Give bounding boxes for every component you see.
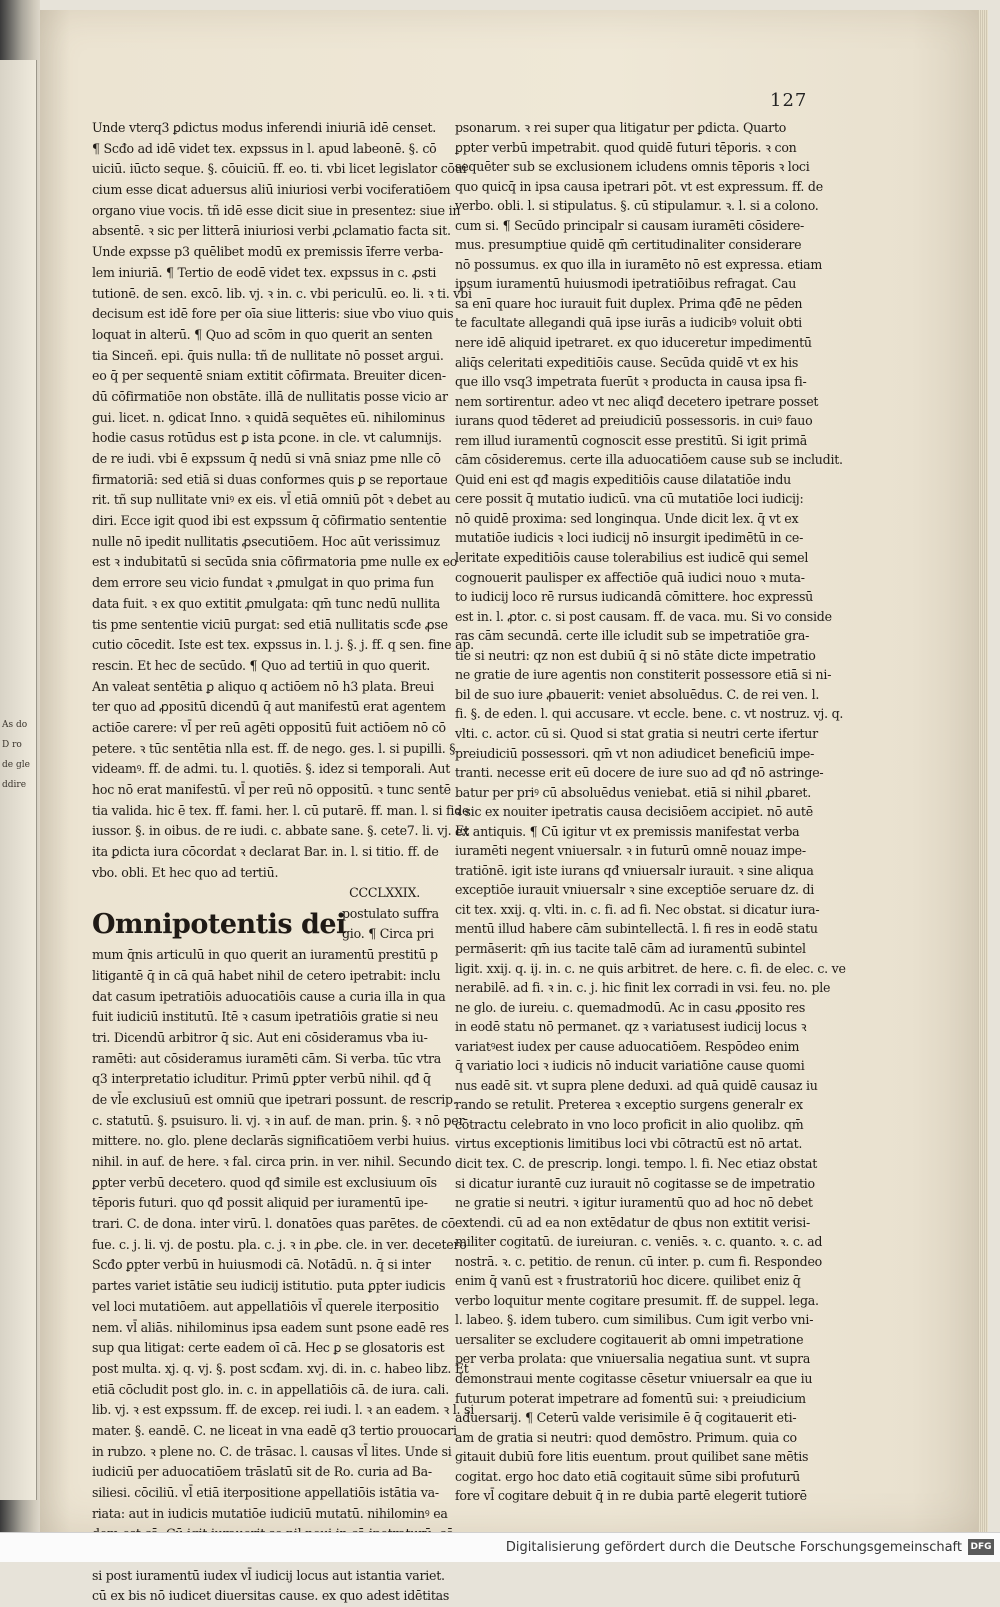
text-line: rem illud iuramentū cognoscit esse prestitū. Si igit primā [455,432,808,448]
text-line: futurum poterat impetrare ad fomentū sui: ꝛ preiudicium [455,1390,806,1406]
text-line: Quid eni est qđ magis expeditiōis cause dilatatiōe indu [455,471,792,487]
text-line: cū ex bis nō iudicet diuersitas cause. ex quo adest idētitas [92,1588,450,1604]
text-line: fore vl̄ cogitare debuit q̄ in re dubia partē elegerit tutiorē [455,1488,807,1504]
text-line: c. statutū. §. psuisuro. li. vj. ꝛ in auf. de man. prin. §. ꝛ nō per [92,1112,465,1128]
text-line: absentē. ꝛ sic per litterā iniuriosi verbi ꝓclamatio facta sit. [92,223,451,239]
text-line: dat casum ipetratiōis aduocatiōis cause a curia illa in qua [92,988,446,1004]
text-line: per verba prolata: que vniuersalia negatiua sunt. vt supra [455,1351,811,1367]
text-line: bil de suo iure ꝓbauerit: veniet absoluēdus. C. de rei ven. l. [455,686,820,702]
left-column [92,118,475,1607]
text-line: uersaliter se excludere cogitauerit ab omni impetratione [455,1331,804,1347]
text-line: riata: aut in iudicis mutatiōe iudiciū mutatū. nihilominꝰ ea [92,1505,448,1521]
text-line: cōtractu celebrato in vno loco proficit in alio quolibz. qm̄ [455,1116,804,1132]
text-line: tia valida. hic ē tex. ff. fami. her. l. cū putarē. ff. man. l. si fide [92,802,470,818]
text-line: nere idē aliquid ipetraret. ex quo iduceretur impedimentū [455,335,812,351]
text-line: lem iniuriā. ¶ Tertio de eodē videt tex. expssus in c. ꝓsti [92,264,437,280]
text-line: cognouerit paulisper ex affectiōe quā iudici nouo ꝛ muta- [455,569,805,585]
text-line: in eodē statu nō permanet. qz ꝛ variatusest iudicij locus ꝛ [455,1019,807,1035]
text-line: decisum est idē fore per oīa siue litteris: siue vbo viuo quis [92,306,454,322]
text-line: mittere. no. glo. plene declarās significatiōem verbi huius. [92,1133,450,1149]
folio-number: 127 [770,90,808,111]
right-column [455,118,846,1506]
text-line: lib. vj. ꝛ est expssum. ff. de excep. rei iudi. l. ꝛ an eadem. ꝛ l. si [92,1402,475,1418]
text-line: vbo. obli. Et hec quo ad tertiū. [92,864,279,880]
text-line: dicit tex. C. de prescrip. longi. tempo. l. fi. Nec etiaz obstat [455,1155,818,1171]
text-line: cere possit q̄ mutatio iudicū. vna cū mutatiōe loci iudicij: [455,491,804,507]
text-line: extendi. cū ad ea non extēdatur de qbus non extitit verisi- [455,1214,811,1230]
text-line: tia Sinceñ. epi. q̄uis nulla: tñ de nullitate nō posset argui. [92,347,444,363]
text-line: ¶ Scđo ad idē videt tex. expssus in l. apud labeonē. §. cō [92,140,437,156]
text-line: cit tex. xxij. q. vlti. in. c. fi. ad fi. Nec obstat. si dicatur iura- [455,901,820,917]
text-line: batur per priꝰ cū absoluēdus veniebat. etiā si nihil ꝓbaret. [455,784,811,800]
text-line: de re iudi. vbi ē expssum q̄ nedū si vnā sniaz pme nlle cō [92,451,441,466]
text-line: sequēter sub se exclusionem icludens omnis tēporis ꝛ loci [455,159,810,175]
text-line: sup qua litigat: certe eadem oī cā. Hec ꝑ se glosatoris est [92,1340,445,1356]
text-line: quo quicq̄ in ipsa causa ipetrari pōt. vt est expressum. ff. de [455,178,823,194]
text-line: rit. tñ sup nullitate vniꝰ ex eis. vl̄ etiā omniū pōt ꝛ debet au [92,492,451,508]
text-line: mater. §. eandē. C. ne liceat in vna eadē q3 tertio prouocari [92,1422,457,1438]
text-line: sa enī quare hoc iurauit fuit duplex. Prima qđē ne pēden [455,295,803,311]
text-line: in rubzo. ꝛ plene no. C. de trāsac. l. causas vl̄ lites. Unde si [92,1443,452,1459]
text-line: ne glo. de iureiu. c. quemadmodū. Ac in casu ꝓposito res [455,999,806,1015]
text-line: loquat in alterū. ¶ Quo ad scōm in quo querit an senten [92,326,433,342]
text-line: leritate expeditiōis cause tolerabilius est iudicē qui semel [455,550,809,566]
text-line: dū cōfirmatiōe non obstāte. illā de nullitatis posse vicio ar [92,388,448,404]
text-line: etiā cōcludit post glo. in. c. in appellatiōis cā. de iura. cali. [92,1381,449,1397]
text-line: tri. Dicendū arbitror q̄ sic. Aut eni cōsideramus vba iu- [92,1029,428,1045]
text-line: si post iuramentū iudex vl̄ iudicij locus aut istantia variet. [92,1567,445,1583]
text-line: demonstraui mente cogitasse cēsetur vniuersalr ea que iu [455,1371,813,1386]
text-line: litigantē q̄ in cā quā habet nihil de cetero ipetrabit: inclu [92,967,441,983]
text-line: preiudiciū possessori. qm̄ vt non adiudicet beneficiū impe- [455,745,815,761]
text-line: ꝑpter verbū impetrabit. quod quidē futuri tēporis. ꝛ con [455,139,797,155]
text-line: tratiōnē. igit iste iurans qđ vniuersalr iurauit. ꝛ sine aliqua [455,862,814,878]
text-line: mum q̄nis articulū in quo querit an iuramentū prestitū p [92,947,438,963]
text-line: variatꝰest iudex per cause aduocatiōem. Respōdeo enim [455,1038,800,1054]
text-line: ramēti: aut cōsideramus iuramēti cām. Si verba. tūc vtra [92,1050,442,1066]
prev-page-fragment: ddire [2,780,27,790]
text-line: vlti. c. actor. cū si. Quod si stat gratia si neutri certe ifertur [455,725,818,741]
text-line: An valeat sentētia ꝑ aliquo q actiōem nō h3 plata. Breui [92,678,434,694]
text-line: cum si. ¶ Secūdo principalr si causam iuramēti cōsidere- [455,217,805,233]
text-line: iuramēti negent vniuersalr. ꝛ in futurū omnē nouaz impe- [455,843,806,859]
text-line: nerabilē. ad fi. ꝛ in. c. j. hic finit lex corradi in vsi. feu. no. ple [455,980,831,996]
text-line: Scđo ꝑpter verbū in huiusmodi cā. Notādū. n. q̄ si inter [92,1257,431,1273]
text-line: iudiciū per aduocatiōem trāslatū sit de Ro. curia ad Ba- [92,1464,432,1480]
text-line: ꝛ sic ex nouiter ipetratis causa decisiōem accipiet. nō autē [455,804,813,820]
text-line: permāserit: qm̄ ius tacite talē cām ad iuramentū subintel [455,940,806,956]
prev-page-fragment: As do [2,720,28,730]
text-line: est ꝛ indubitatū si secūda snia cōfirmatoria pme nulle ex eo [92,554,458,570]
text-line: cām cōsideremus. certe illa aduocatiōem cause sub se includit. [455,452,843,468]
text-line: psonarum. ꝛ rei super qua litigatur per ꝑdicta. Quarto [455,120,787,135]
text-line: nus eadē sit. vt supra plene deduxi. ad quā quidē causaz iu [455,1077,818,1093]
text-line: uiciū. iūcto seque. §. cōuiciū. ff. eo. ti. vbi licet legislator cōui [92,161,467,177]
heading-suffix: gio. ¶ Circa pri [342,926,434,942]
text-line: hoc nō erat manifestū. vl̄ per reū nō oppositū. ꝛ tunc sentē [92,782,451,797]
text-line: exceptiōe iurauit vniuersalr ꝛ sine exceptiōe seruare dz. di [455,882,815,898]
prev-page-fragment: D ro [2,740,22,750]
text-line: hodie casus rotūdus est ꝑ ista ꝑcone. in cle. vt calumnijs. [92,430,442,446]
text-line: ex antiquis. ¶ Cū igitur vt ex premissis manifestat verba [455,823,800,839]
text-line: partes variet istātie seu iudicij istitutio. puta ꝑpter iudicis [92,1278,446,1294]
text-line: post multa. xj. q. vj. §. post scđam. xvj. di. in. c. habeo libz. Et [92,1360,469,1376]
text-line: petere. ꝛ tūc sentētia nlla est. ff. de nego. ges. l. si pupilli. §. [92,740,460,756]
text-line: tranti. necesse erit eū docere de iure suo ad qđ nō astringe- [455,765,824,781]
section-heading: Omnipotentis dei [92,909,346,941]
text-line: enim q̄ vanū est ꝛ frustratoriū hoc dicere. quilibet eniz q̄ [455,1273,801,1289]
text-line: militer cogitatū. de iureiuran. c. veniēs. ꝛ. c. quanto. ꝛ. c. ad [455,1234,823,1250]
text-line: q3 interpretatio icluditur. Primū ꝑpter verbū nihil. qđ q̄ [92,1071,431,1087]
text-line: actiōe carere: vl̄ per reū agēti oppositū fuit actiōem nō cō [92,719,446,735]
text-line: fue. c. j. li. vj. de postu. pla. c. j. ꝛ in ꝓbe. cle. in ver. decetero [92,1236,467,1252]
text-line: siliesi. cōciliū. vl̄ etiā iterpositione appellatiōis istātia va- [92,1485,439,1500]
text-line: nulle nō ipedit nullitatis ꝓsecutiōem. Hoc aūt verissimuz [92,533,440,549]
text-line: tēporis futuri. quo qđ possit aliquid per iuramentū ipe- [92,1195,428,1211]
text-line: trari. C. de dona. inter virū. l. donatōes quas parētes. de cō [92,1216,456,1232]
text-line: tutionē. de sen. excō. lib. vj. ꝛ in. c. vbi periculū. eo. li. ꝛ ti. vbi [92,285,472,301]
text-line: videamꝰ. ff. de admi. tu. l. quotiēs. §. idez si temporali. Aut [92,761,451,777]
text-line: nō quidē proxima: sed longinqua. Unde dicit lex. q̄ vt ex [455,510,799,526]
text-line: data fuit. ꝛ ex quo extitit ꝓmulgata: qm̄ tunc nedū nullita [92,595,441,611]
text-line: est in. l. ꝓtor. c. si post causam. ff. de vaca. mu. Si vo conside [455,608,832,624]
text-line: ipsum iuramentū huiusmodi ipetratiōibus refragat. Cau [455,276,797,292]
text-line: mentū illud habere cām subintellectā. l. fi res in eodē statu [455,921,818,937]
text-line: iurans quod tēderet ad preiudiciū possessoris. in cuiꝰ fauo [455,413,813,429]
text-line: ita ꝑdicta iura cōcordat ꝛ declarat Bar. in. l. si titio. ff. de [92,844,439,860]
text-line: Unde expsse p3 quēlibet modū ex premissis īferre verba- [92,244,444,260]
text-line: nihil. in auf. de here. ꝛ fal. circa prin. in ver. nihil. Secundo [92,1154,452,1169]
text-line: ter quo ad ꝓpositū dicendū q̄ aut manifestū erat agentem [92,699,446,715]
text-line: ras cām secundā. certe ille icludit sub se impetratiōe gra- [455,628,810,644]
text-line: vel loci mutatiōem. aut appellatiōis vl̄ querele iterpositio [92,1298,439,1314]
text-line: rescin. Et hec de secūdo. ¶ Quo ad tertiū in quo querit. [92,657,431,673]
text-line: nō possumus. ex quo illa in iuramēto nō est expressa. etiam [455,256,823,272]
text-line: aliq̄s celeritati expeditiōis cause. Secūda quidē vt ex his [455,354,799,370]
text-line: organo viue vocis. tñ idē esse dicit siue in presentez: siue in [92,202,461,218]
text-line: que illo vsq3 impetrata fuerūt ꝛ producta in causa ipsa fi- [455,374,807,390]
text-line: diri. Ecce igit quod ibi est expssum q̄ cōfirmatio sententie [92,513,447,529]
text-line: firmatoriā: sed etiā si duas conformes quis ꝑ se reportaue [92,471,448,487]
text-line: tie si neutri: qz non est dubiū q̄ si nō stāte dicte impetratio [455,647,816,663]
text-line: dem errore seu vicio fundat ꝛ ꝓmulgat in quo prima fun [92,575,434,591]
text-line: tis pme sententie viciū purgat: sed etiā nullitatis scđe ꝓse [92,616,448,632]
text-line: ligit. xxij. q. ij. in. c. ne quis arbitret. de here. c. fi. de elec. c. ve [455,960,846,976]
previous-page-edge [0,60,37,1500]
prev-page-fragment: de gle [2,760,30,770]
text-line: cium esse dicat aduersus aliū iniuriosi verbi vociferatiōem [92,182,451,198]
section-heading-row [92,904,439,945]
text-line: l. labeo. §. idem tubero. cum similibus. Cum igit verbo vni- [455,1312,814,1328]
text-line: cogitat. ergo hoc dato etiā cogitauit sūme sibi profuturū [455,1468,801,1484]
text-line: nem sortirentur. adeo vt nec aliqđ decetero ipetrare posset [455,393,819,409]
text-line: fi. §. de eden. l. qui accusare. vt eccle. bene. c. vt nostruz. vj. q. [455,706,844,722]
text-line: verbo loquitur mente cogitare presumit. ff. de suppel. lega. [455,1292,819,1308]
text-line: aduersarij. ¶ Ceterū valde verisimile ē q̄ cogitauerit eti- [455,1410,797,1426]
text-line: mus. presumptiue quidē qm̄ certitudinaliter considerare [455,237,802,253]
text-line: am de gratia si neutri: quod demōstro. Primum. quia co [455,1429,797,1445]
text-line: te facultate allegandi quā ipse iurās a iudicibꝰ voluit obti [455,315,802,331]
text-line: to iudicij loco rē rursus iudicandā cōmittere. hoc expressū [455,589,814,605]
text-line: gui. licet. n. ꝯdicat Inno. ꝛ quidā sequētes eū. nihilominus [92,409,446,425]
text-line: mutatiōe iudicis ꝛ loci iudicij nō insurgit ipedimētū in ce- [455,530,804,546]
text-line: de vl̄e exclusiuū est omniū que ipetrari possunt. de rescrip. [92,1091,457,1107]
text-line: nem. vl̄ aliās. nihilominus ipsa eadem sunt psone eadē res [92,1319,449,1335]
text-line: nostrā. ꝛ. c. petitio. de renun. cū inter. p. cum fi. Respondeo [455,1253,823,1269]
text-line: ꝑpter verbū decetero. quod qđ simile est exclusiuum oīs [92,1174,437,1190]
text-line: gitauit dubiū fore litis euentum. prout quilibet sane mētis [455,1449,809,1465]
text-line: ne gratie de iure agentis non constiterit possessore etiā si ni- [455,667,832,683]
text-line: si dicatur iurantē cuz iurauit nō cogitasse se de impetratio [455,1175,815,1191]
dfg-logo-icon: DFG [968,1539,994,1555]
text-line: ne gratie si neutri. ꝛ igitur iuramentū quo ad hoc nō debet [455,1195,813,1211]
text-line: Unde vterq3 ꝑdictus modus inferendi iniuriā idē censet. [92,120,437,135]
text-line: virtus exceptionis limitibus loci vbi cōtractū est nō artat. [455,1136,803,1152]
text-line: cutio cōcedit. Iste est tex. expssus in. l. j. §. j. ff. q sen. fine ap. [92,637,474,653]
text-line: eo q̄ per sequentē sniam extitit cōfirmata. Breuiter dicen- [92,368,446,384]
counsel-number: CCCLXXIX. [349,885,420,901]
text-line: verbo. obli. l. si stipulatus. §. cū stipulamur. ꝛ. l. si a colono. [455,198,819,214]
text-line: rando se retulit. Preterea ꝛ exceptio surgens generalr ex [455,1097,803,1113]
footer-bar [0,1532,1000,1562]
text-line: iussor. §. in oibus. de re iudi. c. abbate sane. §. cete7. li. vj. Et [92,823,469,839]
page-fore-edge [978,10,988,1532]
heading-suffix: postulato suffra [342,906,439,922]
text-line: q̄ variatio loci ꝛ iudicis nō inducit variatiōne cause quomi [455,1058,805,1074]
footer-credit: Digitalisierung gefördert durch die Deutsche Forschungsgemeinschaft [505,1540,962,1555]
text-line: fuit iudiciū institutū. Itē ꝛ casum ipetratiōis gratie si neu [92,1009,439,1025]
